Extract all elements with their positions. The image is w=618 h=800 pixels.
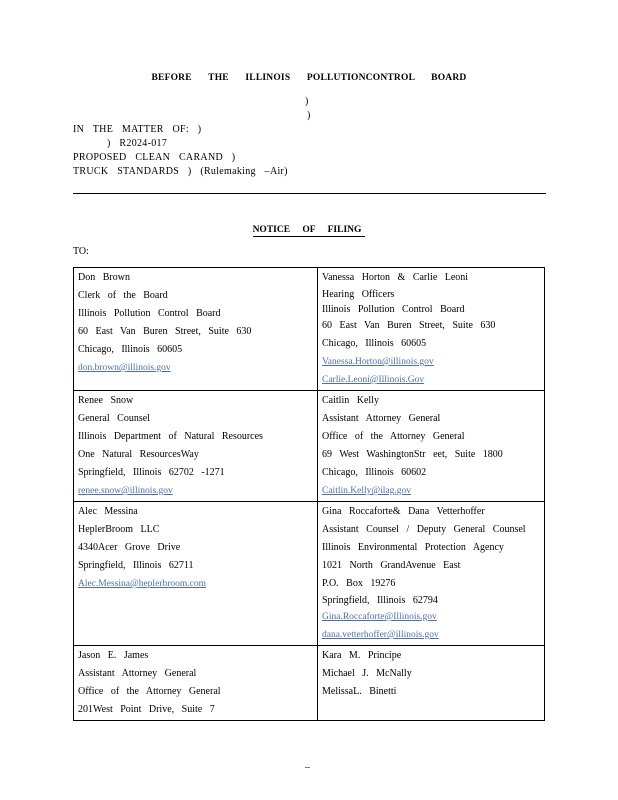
recipient-line: P.O. Box 19276 <box>322 578 396 589</box>
recipient-line: Renee Snow <box>78 395 134 406</box>
email-line <box>322 608 540 626</box>
caption-proposed: PROPOSED CLEAN CARAND ) <box>73 152 236 163</box>
recipient-line: Assistant Attorney General <box>78 668 197 679</box>
recipient-line: Illinois Pollution Control Board <box>78 308 221 319</box>
recipient-cell-right <box>318 268 545 391</box>
recipient-cell-left <box>74 391 318 502</box>
recipient-line: Jason E. James <box>78 650 149 661</box>
caption-paren-1: ) <box>305 96 309 107</box>
recipient-line: HeplerBroom LLC <box>78 524 160 535</box>
recipient-row <box>74 268 545 391</box>
document-title: BEFORE THE ILLINOIS POLLUTIONCONTROL BOARD <box>151 73 467 83</box>
recipient-cell-left <box>74 502 318 646</box>
email-link[interactable]: dana.vetterhoffer@illinois.gov <box>322 630 439 640</box>
recipient-row <box>74 391 545 502</box>
recipient-line: Alec Messina <box>78 506 138 517</box>
notice-heading: NOTICE OF FILING <box>0 225 618 235</box>
email-line <box>322 482 540 500</box>
email-link[interactable]: Alec.Messina@heplerbroom.com <box>78 579 206 589</box>
email-link[interactable]: Carlie.Leoni@Illinois.Gov <box>322 375 425 385</box>
recipient-line: 69 West WashingtonStr eet, Suite 1800 <box>322 449 503 460</box>
recipient-line: Kara M. Principe <box>322 650 402 661</box>
recipient-line: Illinois Environmental Protection Agency <box>322 542 504 553</box>
recipient-line: Vanessa Horton & Carlie Leoni <box>322 272 469 283</box>
email-link[interactable]: Caitlin.Kelly@ilag.gov <box>322 486 411 496</box>
caption-matter: IN THE MATTER OF: ) <box>73 124 202 135</box>
recipient-line: Assistant Attorney General <box>322 413 441 424</box>
email-line <box>78 482 313 500</box>
recipient-line: Clerk of the Board <box>78 290 168 301</box>
recipient-line: General Counsel <box>78 413 150 424</box>
recipient-line: Springfield, Illinois 62794 <box>322 595 438 606</box>
email-line <box>78 359 313 377</box>
email-line <box>322 371 540 389</box>
recipient-line: Caitlin Kelly <box>322 395 379 406</box>
recipient-line: Springfield, Illinois 62702 -1271 <box>78 467 225 478</box>
recipient-line: Chicago, Illinois 60605 <box>322 338 427 349</box>
recipient-line: 201West Point Drive, Suite 7 <box>78 704 215 715</box>
recipient-row <box>74 502 545 646</box>
recipient-line: Hearing Officers <box>322 289 395 300</box>
recipient-line: One Natural ResourcesWay <box>78 449 199 460</box>
recipient-line: Office of the Attorney General <box>322 431 465 442</box>
service-list-table <box>73 267 545 721</box>
email-link[interactable]: Gina.Roccaforte@Illinois.gov <box>322 612 437 622</box>
recipient-row <box>74 646 545 721</box>
recipient-line: Assistant Counsel / Deputy General Counsel <box>322 524 526 535</box>
recipient-line: 60 East Van Buren Street, Suite 630 <box>78 326 252 337</box>
recipient-line: Illinois Department of Natural Resources <box>78 431 263 442</box>
recipient-cell-left <box>74 268 318 391</box>
recipient-cell-right <box>318 391 545 502</box>
email-line <box>78 575 313 593</box>
recipient-line: Don Brown <box>78 272 130 283</box>
caption-paren-2: ) <box>307 110 311 121</box>
caption-divider <box>73 193 546 194</box>
caption-truck: TRUCK STANDARDS ) (Rulemaking –Air) <box>73 166 288 177</box>
email-link[interactable]: renee.snow@illinois.gov <box>78 486 173 496</box>
recipient-line: 4340Acer Grove Drive <box>78 542 181 553</box>
recipient-cell-right <box>318 502 545 646</box>
recipient-line: 1021 North GrandAvenue East <box>322 560 461 571</box>
email-line <box>322 353 540 371</box>
page-number: – <box>305 762 310 773</box>
email-link[interactable]: don.brown@illinois.gov <box>78 363 171 373</box>
caption-docket: ) R2024-017 <box>107 138 168 149</box>
recipient-cell-right <box>318 646 545 721</box>
email-line <box>322 626 540 644</box>
recipient-line: Springfield, Illinois 62711 <box>78 560 194 571</box>
email-link[interactable]: Vanessa.Horton@illinois.gov <box>322 357 434 367</box>
recipient-line: Gina Roccaforte& Dana Vetterhoffer <box>322 506 485 517</box>
recipient-line: Chicago, Illinois 60605 <box>78 344 183 355</box>
to-label: TO: <box>73 246 89 257</box>
recipient-cell-left <box>74 646 318 721</box>
recipient-line: Office of the Attorney General <box>78 686 221 697</box>
recipient-line: Illinois Pollution Control Board <box>322 304 465 315</box>
recipient-line: MelissaL. Binetti <box>322 686 397 697</box>
recipient-line: Michael J. McNally <box>322 668 412 679</box>
recipient-line: Chicago, Illinois 60602 <box>322 467 427 478</box>
recipient-line: 60 East Van Buren Street, Suite 630 <box>322 320 496 331</box>
